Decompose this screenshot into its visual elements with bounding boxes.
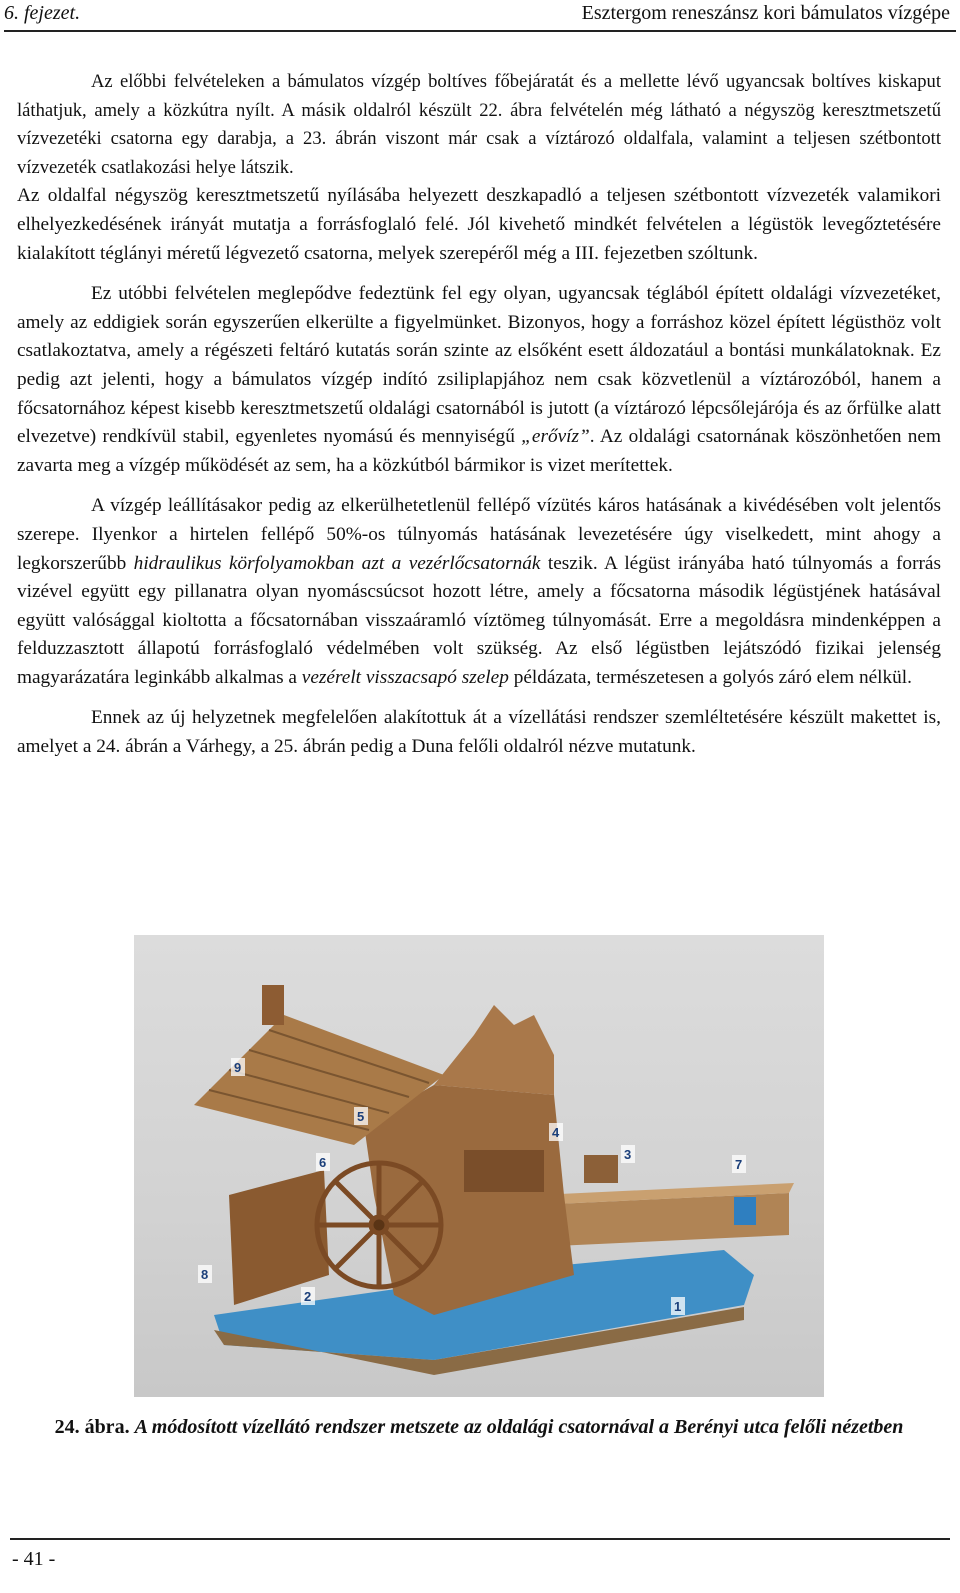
header-title: Esztergom reneszánsz kori bámulatos vízgépe	[581, 2, 950, 24]
erovíz-term: „erővíz”	[521, 426, 590, 448]
chapter-label: 6. fejezet.	[4, 2, 81, 24]
tower-3	[584, 1155, 618, 1183]
tower-4	[464, 1150, 544, 1192]
body-text	[17, 68, 941, 774]
label-5: 5	[357, 1109, 365, 1124]
chimney	[262, 985, 284, 1025]
label-3: 3	[624, 1147, 632, 1162]
paragraph-3-text: Ez utóbbi felvételen meglepődve fedeztünk fel egy olyan, ugyancsak téglából épített oldalági vízvezetéket, amely az eddigiek során egyszerűen elkerülte a figyelmünket. Bizonyos, hogy a forráshoz közel épített légüsthöz volt csatlakoztatva, amely a régészeti feltáró kutatás során szinte az elsőként esett áldozatául a bontási munkálatoknak. Ez pedig azt jelenti, hogy a bámulatos vízgép indító zsiliplapjához nem csak közvetlenül a víztározóból, hanem a főcsatornához képest kisebb keresztmetszetű oldalági csatornából is jutott (a víztározó lépcsőlejárója és az őrfülke alatt elvezetve) rendkívül stabil, egyenletes nyomású és mennyiségű	[17, 283, 941, 448]
paragraph-1: Az előbbi felvételeken a bámulatos vízgép boltíves főbejáratát és a mellette lévő ugyancsak boltíves kiskaput láthatjuk, amely a közkútra nyílt. A másik oldalról készült 22. ábra felvételén még látható a négyszög keresztmetszetű vízvezetéki csatorna egy darabja, a 23. ábrán viszont már csak a víztározó oldalfala, valamint a teljesen szétbontott vízvezeték csatlakozási helye látszik.	[17, 71, 941, 178]
label-2: 2	[304, 1289, 312, 1304]
caption-number: 24. ábra.	[54, 1416, 130, 1438]
paragraph-5: Ennek az új helyzetnek megfelelően alakítottuk át a vízellátási rendszer szemléltetésére készült makettet is, amelyet a 24. ábrán a Várhegy, a 25. ábrán pedig a Duna felőli oldalról nézve mutatunk.	[17, 707, 941, 758]
brick-building	[364, 1085, 574, 1315]
paragraph-3	[17, 280, 941, 480]
label-9: 9	[234, 1060, 242, 1075]
label-1: 1	[674, 1299, 682, 1314]
water-wheel	[317, 1163, 441, 1287]
page-number: - 41 -	[12, 1548, 56, 1570]
footer-rule	[10, 1538, 950, 1540]
broken-wall	[434, 1005, 554, 1095]
visszacsapo-term: vezérelt visszacsapó szelep	[301, 666, 509, 688]
paragraph-4	[17, 492, 941, 692]
label-8: 8	[201, 1267, 209, 1282]
page-header	[4, 0, 956, 32]
paragraph-4-mid: teszik. A légüst irányába ható túlnyomás a forrás vizével együtt egy pillanatra olyan nyomáscsúcsot hozott létre, amely a főcsatorna második légüstjének hatásával együtt valósággal kioltotta a főcsatornában visszaáramló víztömeg túlnyomását. Erre a megoldásra mindenképpen a felduzzasztott állapotú forrásfoglaló védelmében volt szükség. Az első légüstben lejátszódó fizikai jelenség magyarázatára leginkább alkalmas a	[17, 552, 941, 688]
label-4: 4	[552, 1125, 560, 1140]
paragraph-3-end: . Az oldalági csatornának köszönhetően nem zavarta meg a vízgép működését az sem, ha a közkútból bármikor is vizet merítettek.	[17, 426, 941, 476]
channel-water	[734, 1197, 756, 1225]
model-illustration	[134, 935, 824, 1397]
paragraph-4-text: A vízgép leállításakor pedig az elkerülhetetlenül fellépő vízütés káros hatásának a kivédésében volt jelentős szerepe. Ilyenkor a hirtelen fellépő 50%-os túlnyomás hatásának levezetésére úgy viselkedett, mint ahogy a legkorszerűbb	[17, 495, 941, 574]
hidraulikus-term: hidraulikus körfolyamokban azt a vezérlőcsatornák	[133, 552, 541, 574]
paragraph-4-end: példázata, természetesen a golyós záró elem nélkül.	[513, 666, 912, 688]
left-house	[229, 1170, 329, 1305]
figure-24-photo	[134, 935, 824, 1397]
label-7: 7	[735, 1157, 743, 1172]
paragraph-2: Az oldalfal négyszög keresztmetszetű nyílásába helyezett deszkapadló a teljesen szétbontott vízvezeték valamikori elhelyezkedésének irányát mutatja a forrásfoglaló felé. Jól kivehető mindkét felvételen a légüstök levegőztetésére kialakított téglányi méretű légvezető csatorna, melyek szerepéről még a III. fejezetben szóltunk.	[17, 185, 941, 264]
figure-caption	[17, 1412, 941, 1442]
label-6: 6	[319, 1155, 327, 1170]
caption-title: A módosított vízellátó rendszer metszete az oldalági csatornával a Berényi utca felőli nézetben	[134, 1416, 904, 1438]
